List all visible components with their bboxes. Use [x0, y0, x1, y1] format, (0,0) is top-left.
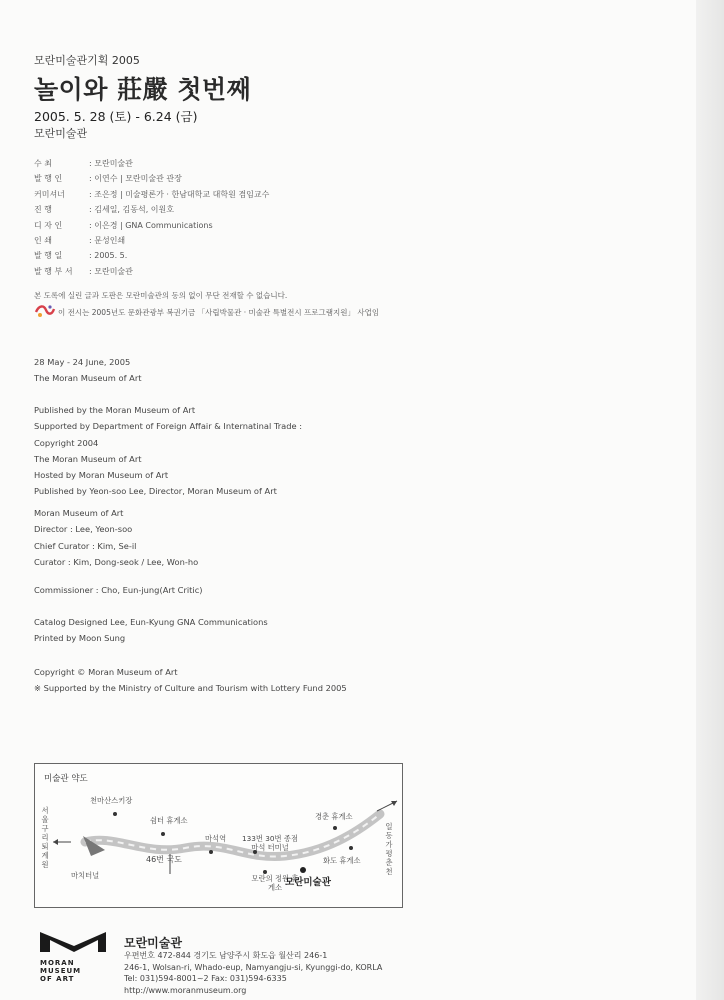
english-dates: 28 May - 24 June, 2005 The Moran Museum of Art — [34, 357, 142, 384]
credit-row: 발 행 부 서 : 모란미술관 — [34, 266, 133, 276]
copyright-note-kr: 본 도록에 실린 글과 도판은 모란미술관의 동의 없이 무단 전재할 수 없습니다. — [34, 291, 288, 300]
commissioner-info: Commissioner : Cho, Eun-jung(Art Critic) — [34, 585, 203, 595]
credits-list — [34, 156, 269, 279]
footer-museum-name: 모란미술관 — [124, 936, 182, 950]
copyright-info: Copyright © Moran Museum of Art ※ Supported by the Ministry of Culture and Tourism with Lottery Fund 2005 — [34, 667, 347, 694]
map-label-shelter: 쉼터 휴게소 — [150, 816, 188, 825]
museum-map — [34, 763, 403, 908]
footer-phone: Tel: 031)594-8001~2 Fax: 031)594-6335 — [124, 974, 287, 984]
map-label-masok-station: 마석역 — [205, 834, 227, 843]
page-edge-shadow — [696, 0, 724, 1000]
staff-info: Moran Museum of Art Director : Lee, Yeon-soo Chief Curator : Kim, Se-il Curator : Kim, Dong-seok / Lee, Won-ho — [34, 508, 199, 567]
credit-row: 수 최 : 모란미술관 — [34, 159, 133, 168]
credit-row: 발 행 인 : 이연수 | 모란미술관 관장 — [34, 174, 182, 184]
credit-row: 진 행 : 김세일, 김동석, 이원호 — [34, 205, 174, 215]
map-label-route-46: 46번 국도 — [146, 855, 182, 864]
map-label-tunnel: 마치터널 — [71, 871, 100, 880]
map-label-masok-terminal: 133번 30번 종점 마석 터미널 — [241, 834, 299, 852]
exhibition-title: 놀이와 莊嚴 첫번째 — [34, 75, 252, 104]
map-label-rest-area-hwado: 화도 휴게소 — [323, 856, 361, 865]
lottery-fund-note: 이 전시는 2005년도 문화관광부 복권기금 「사립박물관 · 미술관 특별전시 프로그램지원」 사업임 — [58, 308, 380, 317]
map-label-left-direction: 서울 구리 퇴계원 — [41, 806, 49, 869]
credit-row: 디 자 인 : 이은경 | GNA Communications — [34, 220, 213, 230]
credit-row: 인 쇄 : 문성인쇄 — [34, 236, 126, 246]
lottery-fund-logo — [34, 303, 56, 319]
credit-row: 발 행 일 : 2005. 5. — [34, 251, 128, 261]
map-label-moran-garden: 모란의 정원 휴게소 — [251, 874, 299, 892]
map-label-ski-resort: 천마산스키장 — [90, 796, 133, 805]
exhibition-dates: 2005. 5. 28 (토) - 6.24 (금) — [34, 109, 198, 124]
catalog-info: Catalog Designed Lee, Eun-Kyung GNA Communications Printed by Moon Sung — [34, 617, 268, 644]
map-label-rest-area-gyeongchun: 경춘 휴게소 — [315, 812, 353, 821]
credit-row: 커미셔너 : 조은정 | 미술평론가 · 한남대학교 대학원 겸임교수 — [34, 189, 270, 199]
map-title: 미술관 약도 — [44, 774, 88, 784]
exhibition-series: 모란미술관기획 2005 — [34, 54, 140, 67]
footer-address-en: 246-1, Wolsan-ri, Whado-eup, Namyangju-si, Kyunggi-do, KORLA — [124, 962, 383, 972]
footer-address-block — [124, 950, 382, 996]
map-label-museum: 모란미술관 — [285, 877, 331, 888]
footer-url: http://www.moranmuseum.org — [124, 985, 247, 995]
logo-letters: MORAN MUSEUM OF ART — [40, 959, 82, 983]
footer-address-kr: 우편번호 472-844 경기도 남양주시 화도읍 월산리 246-1 — [124, 951, 328, 960]
moran-logo-mark — [40, 930, 112, 952]
exhibition-venue: 모란미술관 — [34, 127, 88, 140]
publication-info: Published by the Moran Museum of Art Supported by Department of Foreign Affair & Internatinal Trade : Copyright 2004 The Moran Museum of Art Hosted by Moran Museum of Art Published by Yeon-soo Lee, Director, Moran Museum of Art — [34, 405, 303, 497]
moran-museum-logo — [40, 930, 112, 983]
map-label-right-direction: 일동 가평 춘천 — [385, 822, 393, 876]
